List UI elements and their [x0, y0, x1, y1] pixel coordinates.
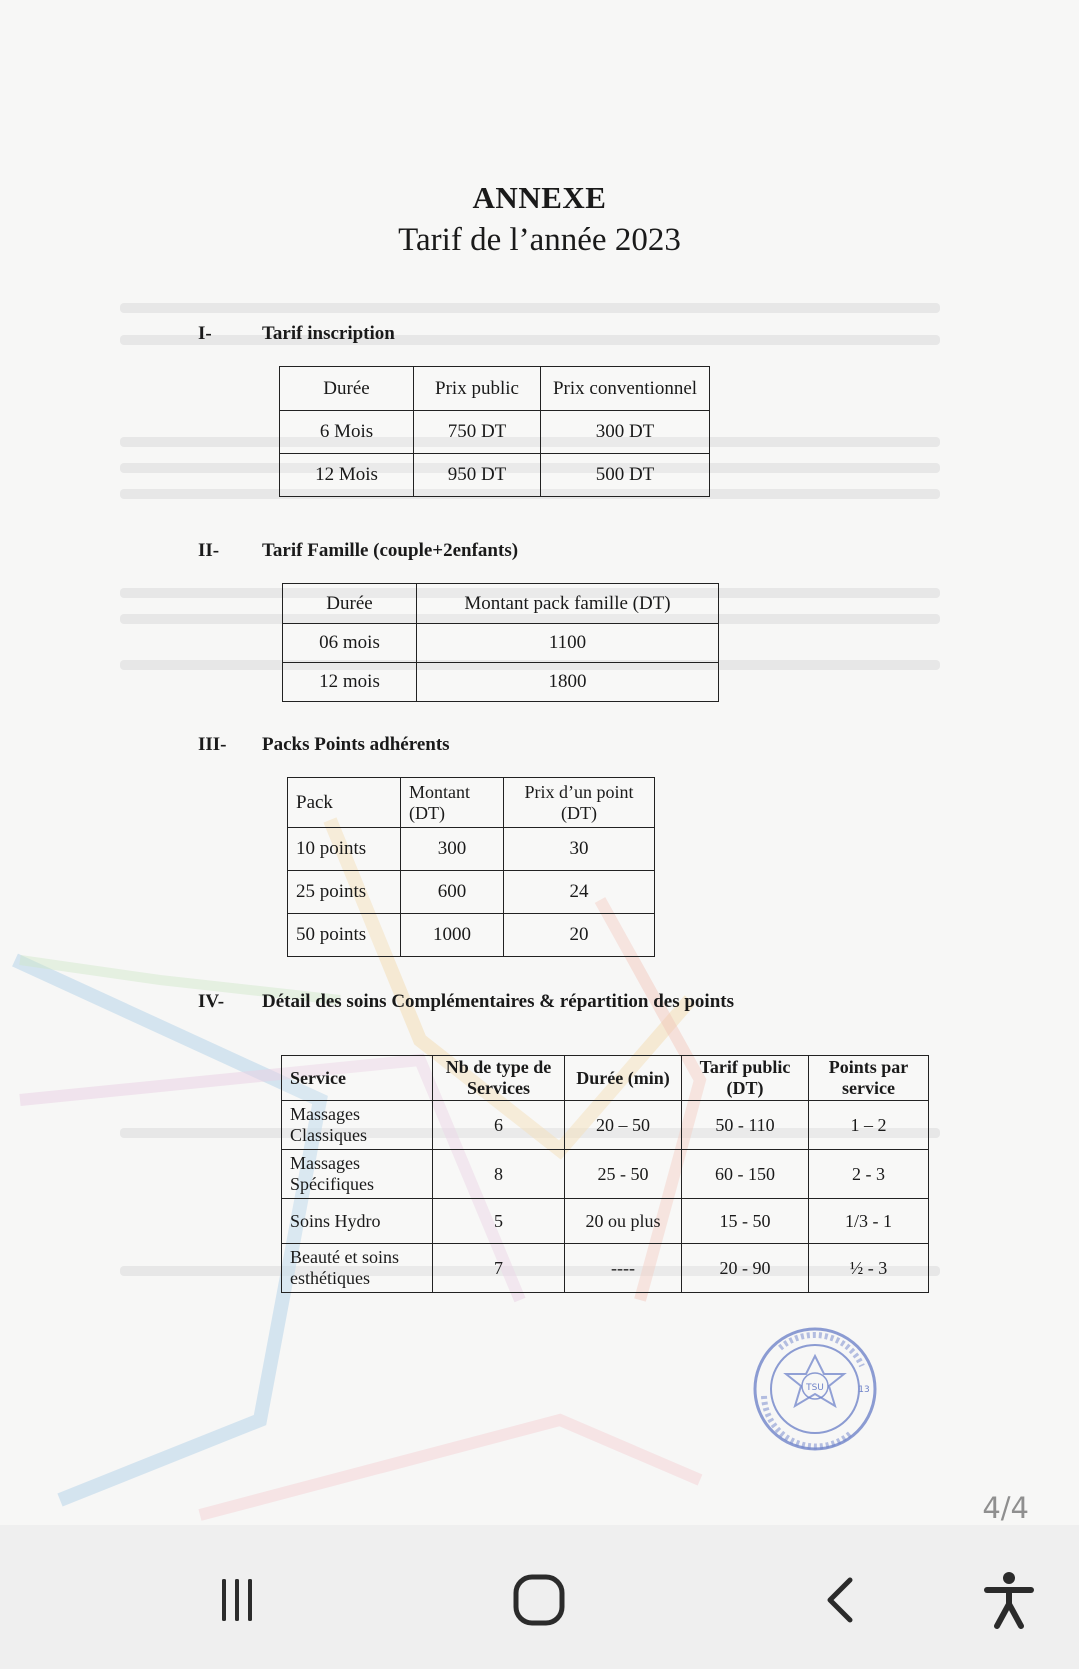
system-navigation-bar: [0, 1525, 1079, 1669]
table-cell: 1000: [401, 914, 504, 957]
table-cell: 1 – 2: [809, 1101, 929, 1150]
recent-apps-button[interactable]: [192, 1555, 282, 1645]
points-table: [287, 777, 655, 957]
table-row: [282, 1244, 929, 1293]
section-title: Détail des soins Complémentaires & répartition des points: [262, 991, 734, 1012]
inscription-table: [279, 366, 710, 497]
bleed-through-line: [120, 303, 940, 313]
family-table: [282, 583, 719, 702]
home-icon: [511, 1572, 567, 1628]
table-header: Montant pack famille (DT): [417, 584, 719, 624]
document-title: ANNEXE: [472, 180, 607, 215]
section-number: II-: [198, 540, 220, 561]
document-subtitle: Tarif de l’année 2023: [398, 222, 681, 258]
section-number: IV-: [198, 991, 225, 1012]
official-stamp: [752, 1326, 878, 1452]
table-row: [282, 1101, 929, 1150]
table-header: Pack: [288, 778, 401, 828]
page-indicator: 4/4: [982, 1491, 1029, 1525]
table-row: [282, 1150, 929, 1199]
table-cell: 30: [504, 828, 655, 871]
table-cell: 6 Mois: [280, 411, 414, 454]
table-row: [283, 624, 719, 663]
table-cell: 6: [433, 1101, 565, 1150]
table-row: [288, 914, 655, 957]
accessibility-icon: [981, 1570, 1037, 1630]
table-cell: 5: [433, 1199, 565, 1244]
table-cell: 12 Mois: [280, 454, 414, 497]
table-cell: 1100: [417, 624, 719, 663]
table-cell: 7: [433, 1244, 565, 1293]
table-header: Tarif public (DT): [682, 1056, 809, 1101]
table-cell: 20 - 90: [682, 1244, 809, 1293]
table-cell: 20 ou plus: [565, 1199, 682, 1244]
table-cell: 950 DT: [414, 454, 541, 497]
table-cell: 12 mois: [283, 663, 417, 702]
table-cell: ----: [565, 1244, 682, 1293]
section-heading: [198, 734, 450, 756]
table-cell: Massages Spécifiques: [282, 1150, 433, 1199]
table-cell: 600: [401, 871, 504, 914]
table-row: [283, 663, 719, 702]
table-cell: 20: [504, 914, 655, 957]
table-header: Durée (min): [565, 1056, 682, 1101]
table-header: Prix d’un point (DT): [504, 778, 655, 828]
section-title: Tarif Famille (couple+2enfants): [262, 540, 519, 561]
table-cell: 06 mois: [283, 624, 417, 663]
section-number: I-: [198, 323, 212, 344]
table-cell: 50 points: [288, 914, 401, 957]
table-row: [280, 454, 710, 497]
table-row: [282, 1199, 929, 1244]
services-table: [281, 1055, 929, 1293]
table-cell: 8: [433, 1150, 565, 1199]
section-title: Packs Points adhérents: [262, 734, 450, 755]
table-cell: 1800: [417, 663, 719, 702]
table-row: [288, 828, 655, 871]
table-cell: Massages Classiques: [282, 1101, 433, 1150]
table-cell: 300 DT: [541, 411, 710, 454]
table-header: Service: [282, 1056, 433, 1101]
table-header: Durée: [283, 584, 417, 624]
table-cell: 10 points: [288, 828, 401, 871]
table-header: Points par service: [809, 1056, 929, 1101]
section-heading: [198, 323, 395, 345]
table-cell: 24: [504, 871, 655, 914]
table-cell: Beauté et soins esthétiques: [282, 1244, 433, 1293]
section-number: III-: [198, 734, 227, 755]
section-heading: [198, 991, 734, 1013]
table-cell: Soins Hydro: [282, 1199, 433, 1244]
table-cell: 50 - 110: [682, 1101, 809, 1150]
table-header: Durée: [280, 367, 414, 411]
table-cell: 500 DT: [541, 454, 710, 497]
table-cell: 1/3 - 1: [809, 1199, 929, 1244]
svg-text:TSU: TSU: [806, 1383, 824, 1393]
table-cell: 2 - 3: [809, 1150, 929, 1199]
table-row: [288, 871, 655, 914]
table-cell: 60 - 150: [682, 1150, 809, 1199]
table-cell: 25 - 50: [565, 1150, 682, 1199]
table-cell: 300: [401, 828, 504, 871]
table-header: Montant (DT): [401, 778, 504, 828]
table-header: Nb de type de Services: [433, 1056, 565, 1101]
back-icon: [816, 1575, 866, 1625]
table-cell: 25 points: [288, 871, 401, 914]
table-cell: 20 – 50: [565, 1101, 682, 1150]
table-row: [280, 411, 710, 454]
table-header: Prix public: [414, 367, 541, 411]
table-header: Prix conventionnel: [541, 367, 710, 411]
section-heading: [198, 540, 518, 562]
accessibility-button[interactable]: [964, 1555, 1054, 1645]
svg-text:13: 13: [858, 1385, 870, 1395]
recent-apps-icon: [212, 1575, 262, 1625]
back-button[interactable]: [796, 1555, 886, 1645]
section-title: Tarif inscription: [262, 323, 395, 344]
table-cell: 750 DT: [414, 411, 541, 454]
table-cell: ½ - 3: [809, 1244, 929, 1293]
home-button[interactable]: [494, 1555, 584, 1645]
table-cell: 15 - 50: [682, 1199, 809, 1244]
